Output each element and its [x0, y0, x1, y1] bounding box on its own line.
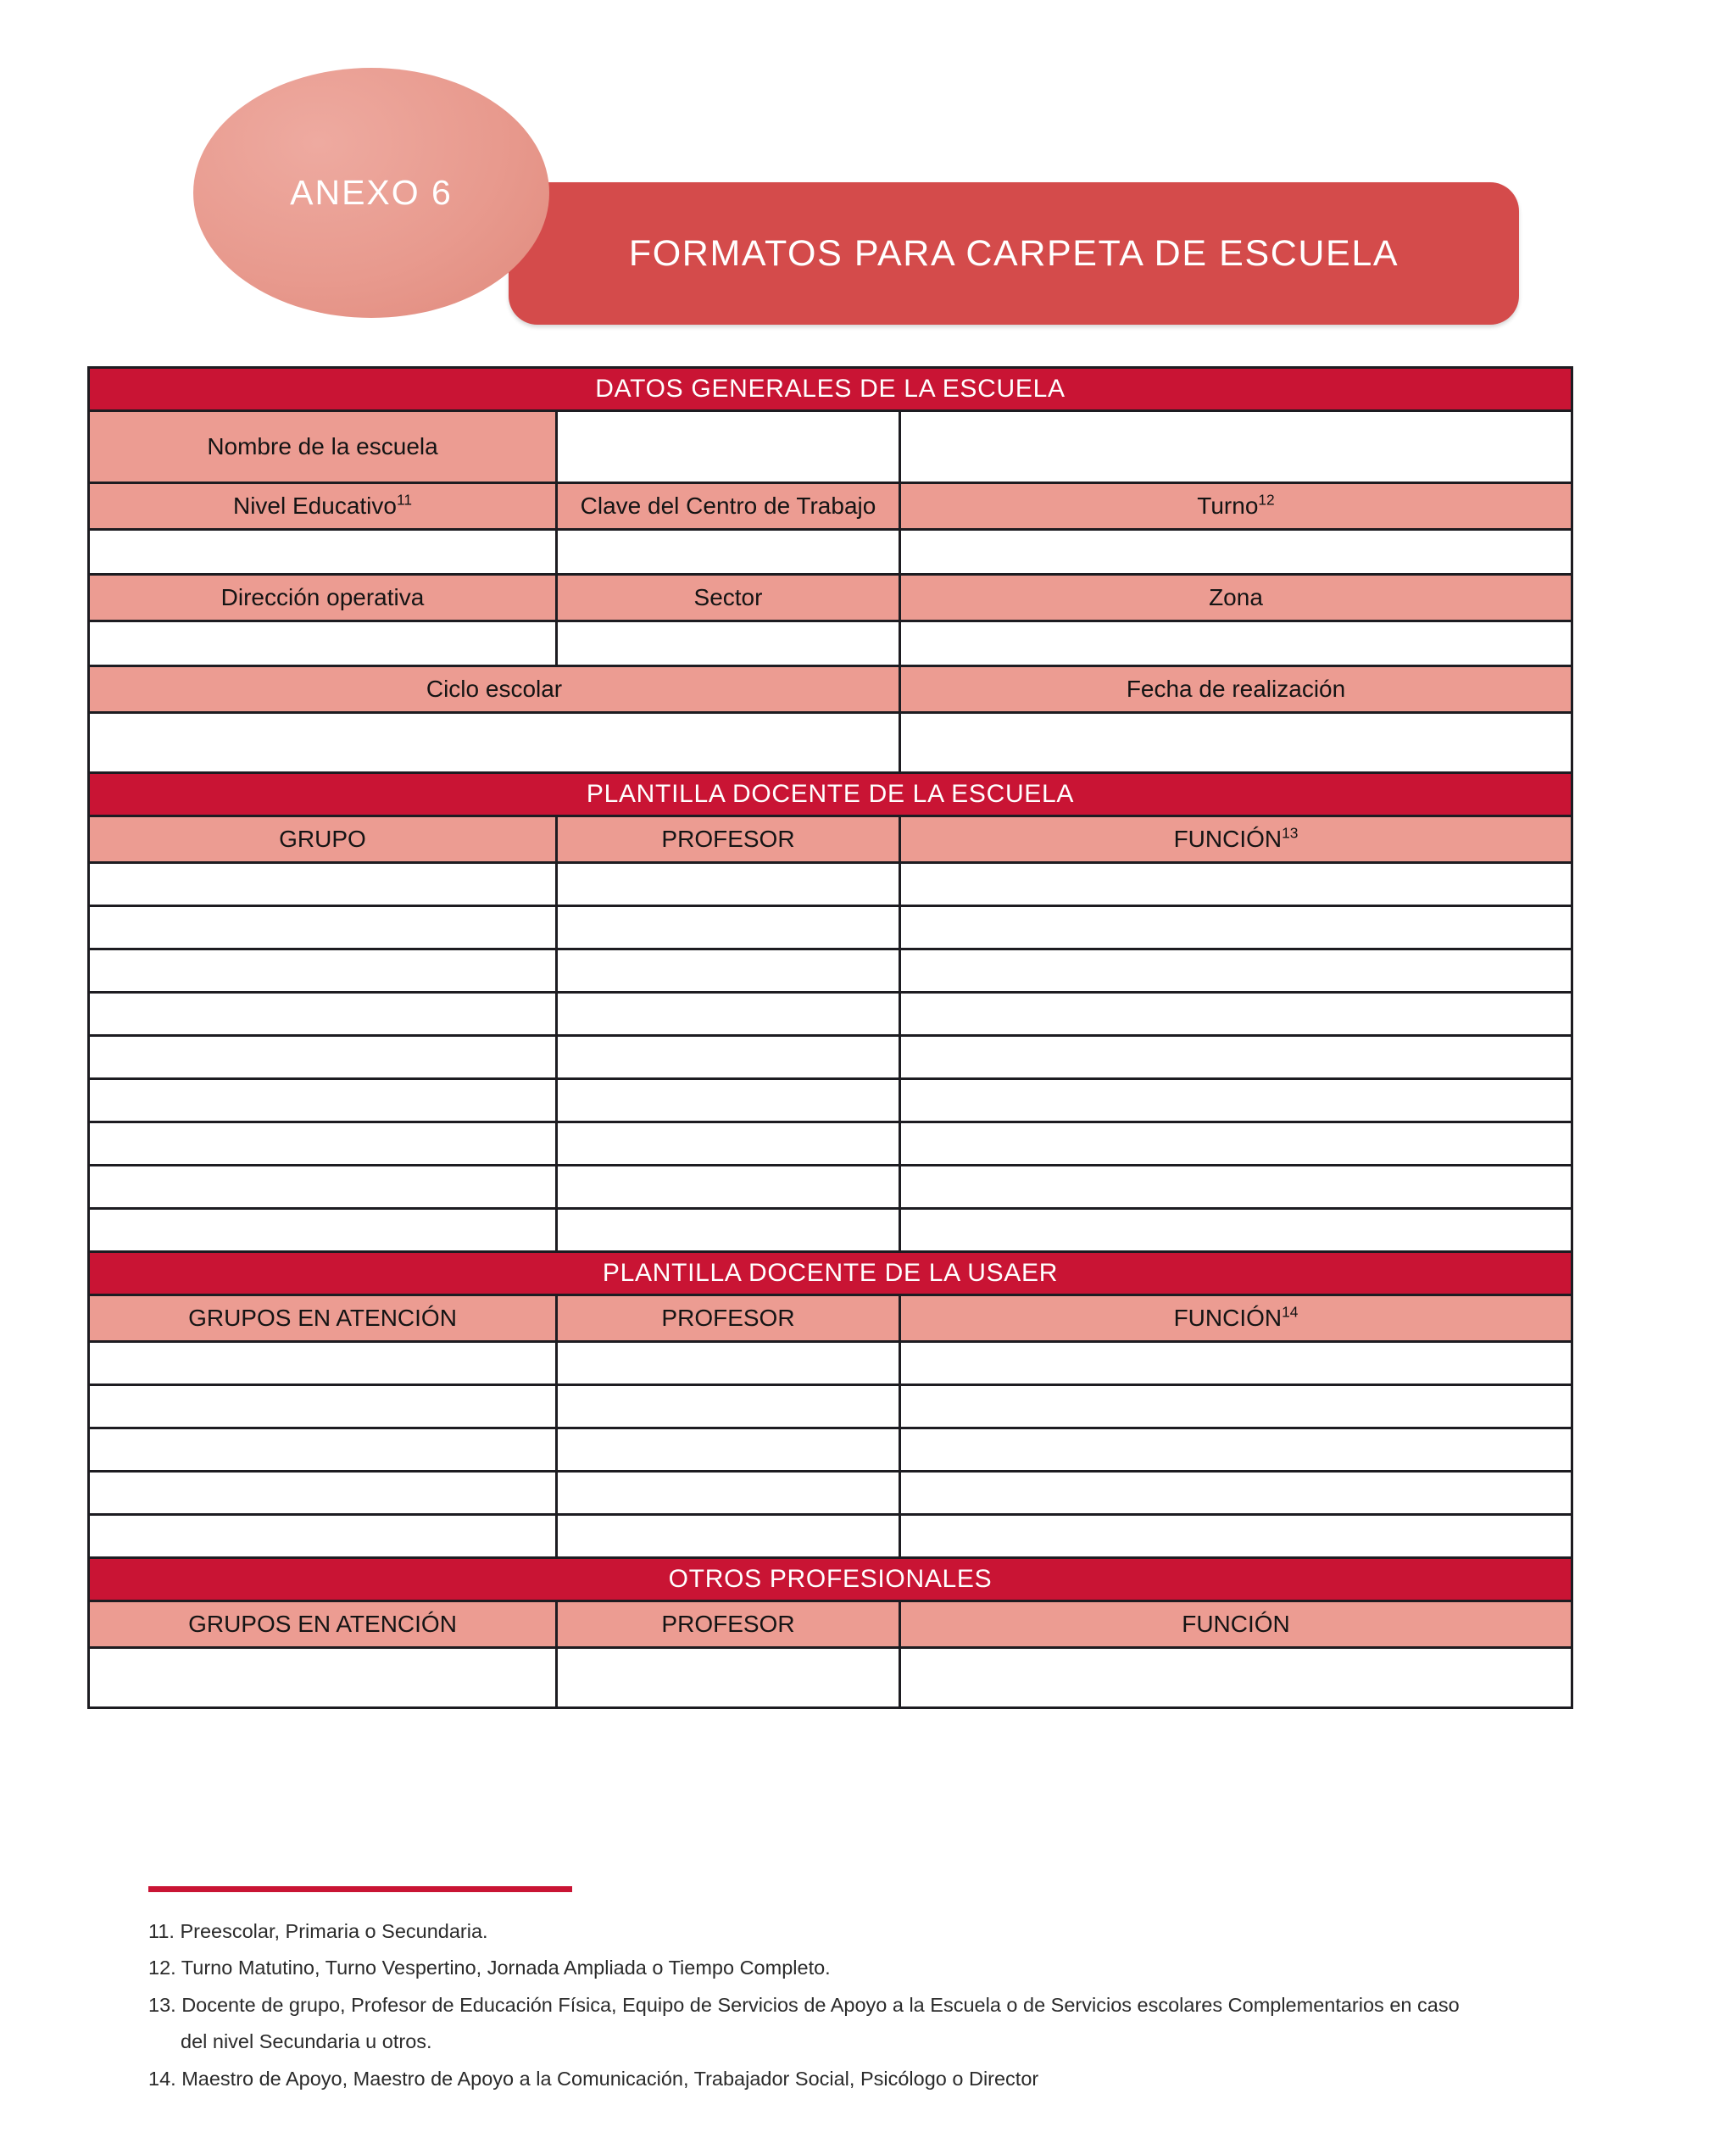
col-header-funcion-escuela: [900, 816, 1572, 863]
anexo-label: ANEXO 6: [290, 173, 453, 212]
table-row: [89, 1428, 1572, 1472]
column-header-row: [89, 816, 1572, 863]
col-header-funcion-usaer: [900, 1295, 1572, 1342]
col-header-grupos-atencion-usaer: [89, 1295, 557, 1342]
otros-profesionales-cell[interactable]: [900, 1648, 1572, 1708]
plantilla-escuela-cell[interactable]: [557, 1122, 900, 1166]
plantilla-usaer-cell[interactable]: [557, 1515, 900, 1558]
table-row: [89, 993, 1572, 1036]
col-header-profesor-usaer-text: PROFESOR: [661, 1305, 795, 1331]
col-header-grupos-atencion-usaer-text: GRUPOS EN ATENCIÓN: [188, 1305, 457, 1331]
input-zona[interactable]: [900, 621, 1572, 666]
input-nombre-escuela-a[interactable]: [557, 411, 900, 483]
footnote-ref-13: 13: [1282, 824, 1299, 842]
plantilla-escuela-cell[interactable]: [89, 906, 557, 949]
plantilla-escuela-cell[interactable]: [89, 1122, 557, 1166]
input-direccion-operativa[interactable]: [89, 621, 557, 666]
footnote-item-continuation: del nivel Secundaria u otros.: [181, 2030, 432, 2053]
input-ciclo-escolar[interactable]: [89, 713, 900, 773]
column-header-row: [89, 1295, 1572, 1342]
table-row: [89, 1385, 1572, 1428]
footnote-item: 13. Docente de grupo, Profesor de Educación Física, Equipo de Servicios de Apoyo a la Escuela o de Servicios escolares Complementarios en caso: [148, 1993, 1460, 2016]
table-row: [89, 483, 1572, 530]
plantilla-escuela-cell[interactable]: [89, 949, 557, 993]
col-header-profesor-escuela: [557, 816, 900, 863]
section-band-row: [89, 1558, 1572, 1601]
rows-otros-profesionales: [89, 1648, 1572, 1708]
table-row: [89, 1079, 1572, 1122]
col-header-grupos-atencion-otros: [89, 1601, 557, 1648]
anexo-badge: [193, 68, 549, 318]
plantilla-usaer-cell[interactable]: [900, 1428, 1572, 1472]
input-nombre-escuela-b[interactable]: [900, 411, 1572, 483]
plantilla-escuela-cell[interactable]: [89, 993, 557, 1036]
col-header-profesor-otros: [557, 1601, 900, 1648]
otros-profesionales-cell[interactable]: [557, 1648, 900, 1708]
table-row: [89, 1648, 1572, 1708]
col-header-grupo-text: GRUPO: [279, 826, 366, 852]
plantilla-usaer-cell[interactable]: [557, 1342, 900, 1385]
plantilla-escuela-cell[interactable]: [557, 1209, 900, 1252]
footnote-item: 12. Turno Matutino, Turno Vespertino, Jornada Ampliada o Tiempo Completo.: [148, 1957, 831, 1979]
label-fecha-realizacion: Fecha de realización: [900, 666, 1572, 713]
plantilla-escuela-cell[interactable]: [900, 993, 1572, 1036]
plantilla-escuela-cell[interactable]: [557, 993, 900, 1036]
label-ciclo-escolar: Ciclo escolar: [89, 666, 900, 713]
plantilla-usaer-cell[interactable]: [557, 1472, 900, 1515]
page-header: [0, 0, 1736, 339]
plantilla-escuela-cell[interactable]: [900, 1122, 1572, 1166]
table-row: [89, 666, 1572, 713]
footnote-ref-12: 12: [1258, 491, 1275, 509]
footnote-item: 11. Preescolar, Primaria o Secundaria.: [148, 1920, 488, 1942]
rows-plantilla-escuela: [89, 863, 1572, 1252]
plantilla-escuela-cell[interactable]: [89, 1036, 557, 1079]
school-folder-form-table: [87, 366, 1573, 1709]
plantilla-usaer-cell[interactable]: [89, 1515, 557, 1558]
plantilla-usaer-cell[interactable]: [557, 1385, 900, 1428]
plantilla-escuela-cell[interactable]: [89, 1166, 557, 1209]
plantilla-usaer-cell[interactable]: [900, 1515, 1572, 1558]
plantilla-usaer-cell[interactable]: [557, 1428, 900, 1472]
footnote-ref-11: 11: [396, 491, 412, 509]
plantilla-escuela-cell[interactable]: [900, 1036, 1572, 1079]
label-nivel-educativo-text: Nivel Educativo: [232, 493, 397, 519]
footnote-ref-14: 14: [1282, 1303, 1299, 1321]
table-row: [89, 949, 1572, 993]
plantilla-escuela-cell[interactable]: [89, 863, 557, 906]
section-band-row: [89, 1252, 1572, 1295]
plantilla-escuela-cell[interactable]: [557, 906, 900, 949]
label-turno-text: Turno: [1197, 493, 1259, 519]
band-otros-profesionales: OTROS PROFESIONALES: [89, 1558, 1572, 1601]
plantilla-usaer-cell[interactable]: [900, 1472, 1572, 1515]
page-title: FORMATOS PARA CARPETA DE ESCUELA: [628, 232, 1399, 274]
input-sector[interactable]: [557, 621, 900, 666]
plantilla-escuela-cell[interactable]: [900, 906, 1572, 949]
plantilla-escuela-cell[interactable]: [900, 1209, 1572, 1252]
plantilla-usaer-cell[interactable]: [900, 1385, 1572, 1428]
plantilla-escuela-cell[interactable]: [900, 863, 1572, 906]
input-fecha-realizacion[interactable]: [900, 713, 1572, 773]
label-turno: [900, 483, 1572, 530]
plantilla-escuela-cell[interactable]: [557, 863, 900, 906]
plantilla-usaer-cell[interactable]: [900, 1342, 1572, 1385]
plantilla-escuela-cell[interactable]: [89, 1209, 557, 1252]
plantilla-escuela-cell[interactable]: [557, 1166, 900, 1209]
plantilla-escuela-cell[interactable]: [900, 949, 1572, 993]
label-nombre-escuela: Nombre de la escuela: [89, 411, 557, 483]
label-clave-centro: Clave del Centro de Trabajo: [557, 483, 900, 530]
plantilla-usaer-cell[interactable]: [89, 1342, 557, 1385]
table-row: [89, 621, 1572, 666]
col-header-grupo: [89, 816, 557, 863]
plantilla-escuela-cell[interactable]: [900, 1166, 1572, 1209]
otros-profesionales-cell[interactable]: [89, 1648, 557, 1708]
plantilla-usaer-cell[interactable]: [89, 1472, 557, 1515]
rows-plantilla-usaer: [89, 1342, 1572, 1558]
input-turno[interactable]: [900, 530, 1572, 575]
col-header-grupos-atencion-otros-text: GRUPOS EN ATENCIÓN: [188, 1611, 457, 1637]
footnotes-block: [148, 1886, 1589, 2102]
table-row: [89, 1209, 1572, 1252]
band-datos-generales: DATOS GENERALES DE LA ESCUELA: [89, 368, 1572, 411]
col-header-funcion-otros: [900, 1601, 1572, 1648]
table-row: [89, 1122, 1572, 1166]
table-row: [89, 863, 1572, 906]
col-header-profesor-otros-text: PROFESOR: [661, 1611, 795, 1637]
plantilla-usaer-cell[interactable]: [89, 1428, 557, 1472]
footnote-divider: [148, 1886, 572, 1892]
table-row: [89, 530, 1572, 575]
table-row: [89, 1166, 1572, 1209]
label-nivel-educativo: [89, 483, 557, 530]
table-row: [89, 411, 1572, 483]
plantilla-escuela-cell[interactable]: [557, 1036, 900, 1079]
plantilla-escuela-cell[interactable]: [900, 1079, 1572, 1122]
col-header-profesor-escuela-text: PROFESOR: [661, 826, 795, 852]
col-header-funcion-escuela-text: FUNCIÓN: [1173, 826, 1283, 852]
plantilla-escuela-cell[interactable]: [89, 1079, 557, 1122]
label-sector: Sector: [557, 575, 900, 621]
table-row: [89, 906, 1572, 949]
plantilla-escuela-cell[interactable]: [557, 1079, 900, 1122]
col-header-profesor-usaer: [557, 1295, 900, 1342]
table-row: [89, 1515, 1572, 1558]
plantilla-usaer-cell[interactable]: [89, 1385, 557, 1428]
col-header-funcion-usaer-text: FUNCIÓN: [1173, 1305, 1283, 1331]
table-row: [89, 713, 1572, 773]
section-band-row: [89, 773, 1572, 816]
label-direccion-operativa: Dirección operativa: [89, 575, 557, 621]
band-plantilla-escuela: PLANTILLA DOCENTE DE LA ESCUELA: [89, 773, 1572, 816]
column-header-row: [89, 1601, 1572, 1648]
input-nivel-educativo[interactable]: [89, 530, 557, 575]
table-row: [89, 1342, 1572, 1385]
input-clave-centro[interactable]: [557, 530, 900, 575]
plantilla-escuela-cell[interactable]: [557, 949, 900, 993]
footnote-item: 14. Maestro de Apoyo, Maestro de Apoyo a la Comunicación, Trabajador Social, Psicólogo o Director: [148, 2067, 1039, 2090]
table-row: [89, 575, 1572, 621]
section-band-row: [89, 368, 1572, 411]
title-banner: [509, 182, 1519, 325]
band-plantilla-usaer: PLANTILLA DOCENTE DE LA USAER: [89, 1252, 1572, 1295]
col-header-funcion-otros-text: FUNCIÓN: [1182, 1611, 1290, 1637]
table-row: [89, 1036, 1572, 1079]
table-row: [89, 1472, 1572, 1515]
label-zona: Zona: [900, 575, 1572, 621]
